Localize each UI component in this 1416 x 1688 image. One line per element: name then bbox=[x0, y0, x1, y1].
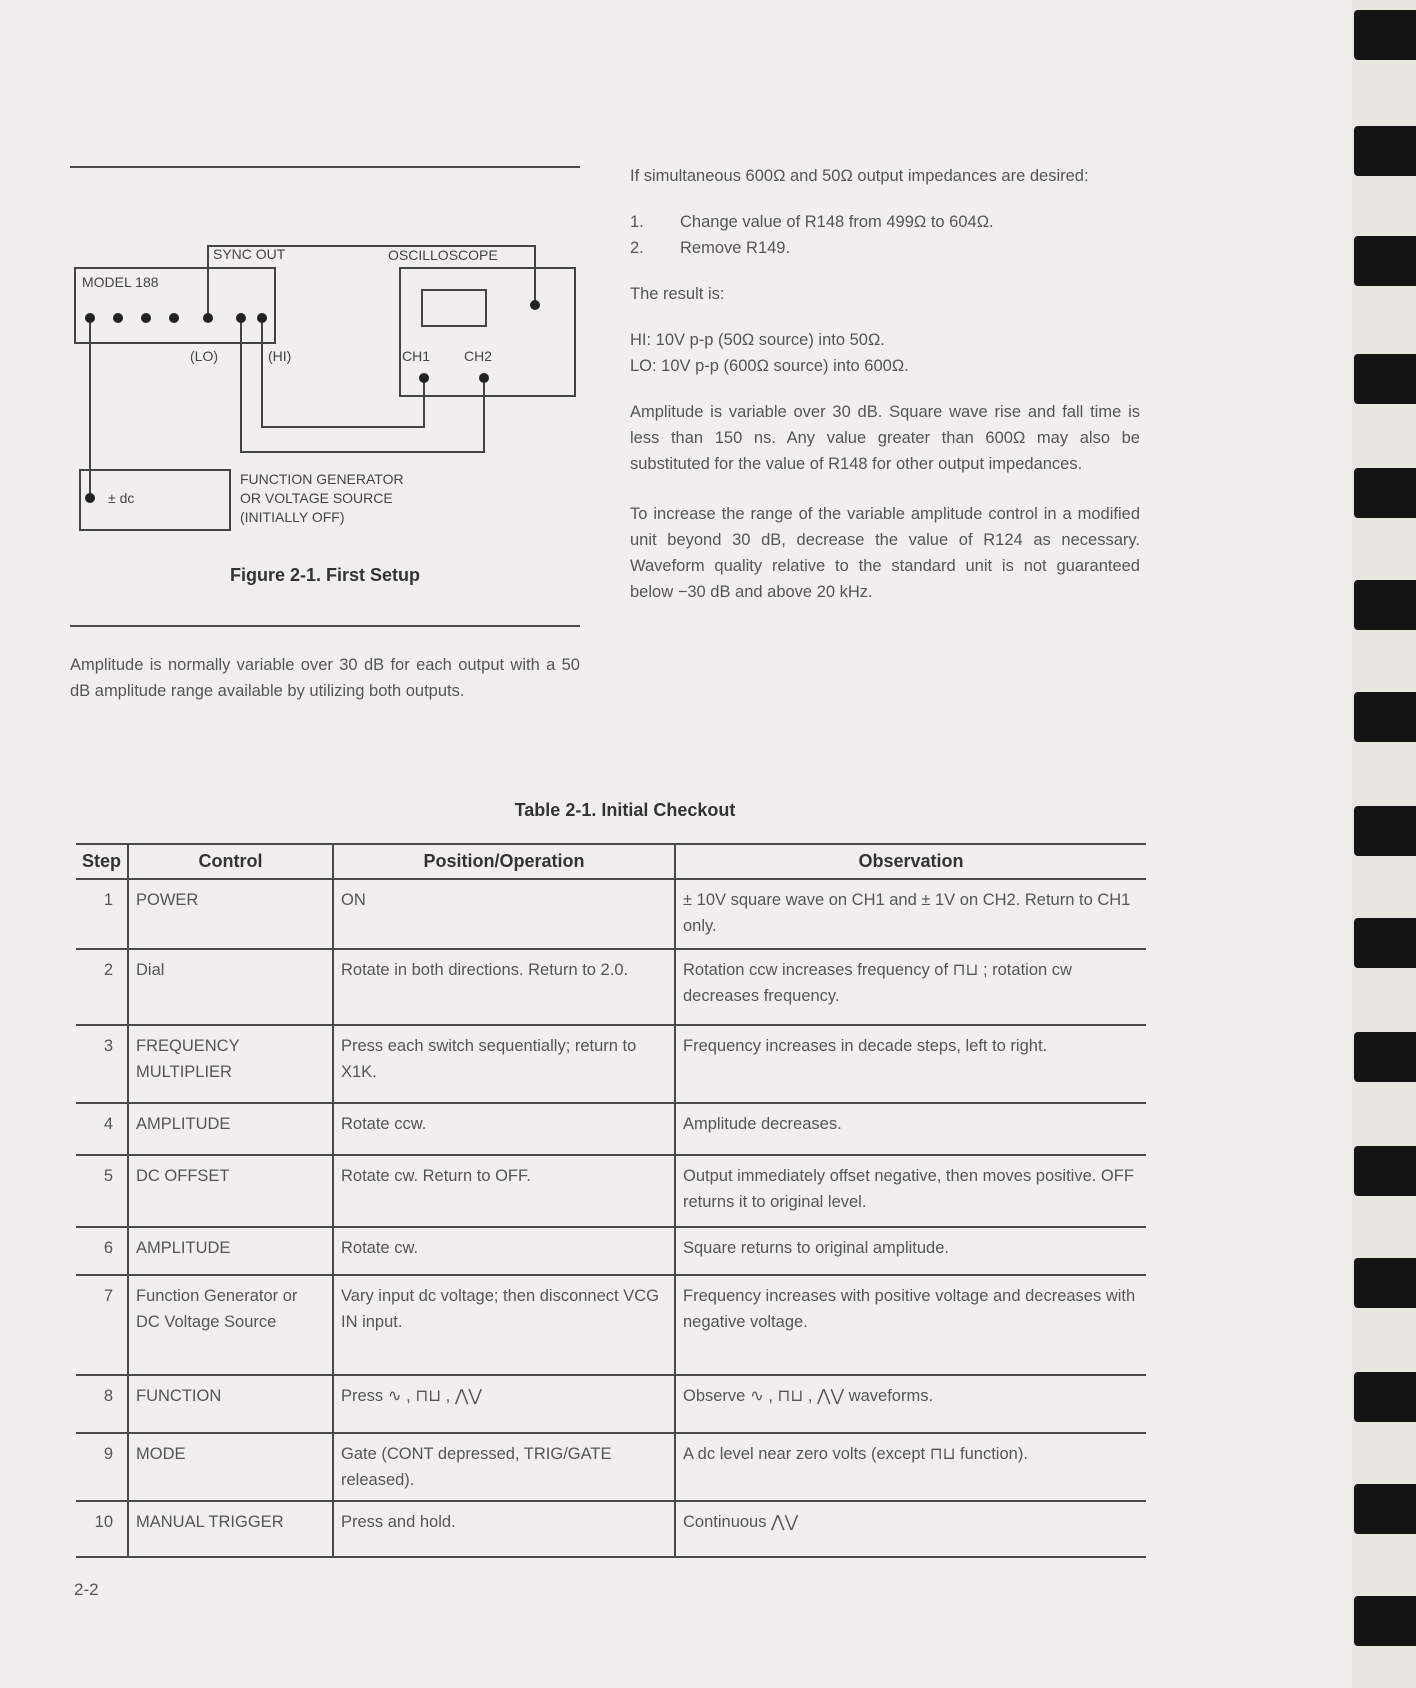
result-hi: HI: 10V p-p (50Ω source) into 50Ω. bbox=[630, 331, 885, 349]
binding-ring bbox=[1354, 1146, 1416, 1196]
header-control: Control bbox=[128, 844, 333, 879]
step-cell: 9 bbox=[76, 1433, 128, 1501]
setup-diagram bbox=[70, 230, 590, 550]
range-paragraph: To increase the range of the variable amplitude control in a modified unit beyond 30 dB, decrease the value of R124 as necessary. Waveform quality relative to the standard unit is not guaranteed below −30 dB and above 20 kHz. bbox=[630, 505, 1140, 601]
binding-ring bbox=[1354, 1372, 1416, 1422]
position-cell: Rotate cw. Return to OFF. bbox=[333, 1155, 675, 1227]
observation-cell: Square returns to original amplitude. bbox=[675, 1227, 1146, 1275]
position-cell: Gate (CONT depressed, TRIG/GATE released). bbox=[333, 1433, 675, 1501]
binding-ring bbox=[1354, 468, 1416, 518]
control-cell: AMPLITUDE bbox=[128, 1103, 333, 1155]
control-cell: Dial bbox=[128, 949, 333, 1025]
binding-ring bbox=[1354, 1258, 1416, 1308]
observation-cell: ± 10V square wave on CH1 and ± 1V on CH2. Return to CH1 only. bbox=[675, 879, 1146, 949]
figure-caption: Figure 2-1. First Setup bbox=[229, 565, 421, 585]
left-paragraph: Amplitude is normally variable over 30 dB for each output with a 50 dB amplitude range available by utilizing both outputs. bbox=[70, 656, 580, 700]
page-number: 2-2 bbox=[74, 1580, 99, 1599]
generator-label-1: FUNCTION GENERATOR bbox=[240, 471, 404, 487]
table-row bbox=[76, 1227, 1146, 1275]
step-cell: 5 bbox=[76, 1155, 128, 1227]
table-header-row bbox=[76, 844, 1146, 879]
step-2-text: Remove R149. bbox=[680, 239, 791, 257]
observation-cell: Rotation ccw increases frequency of ⊓⊔ ; rotation cw decreases frequency. bbox=[675, 949, 1146, 1025]
dc-label: ± dc bbox=[108, 490, 135, 506]
step-cell: 8 bbox=[76, 1375, 128, 1433]
binding-ring bbox=[1354, 10, 1416, 60]
table-row bbox=[76, 1375, 1146, 1433]
hi-label: (HI) bbox=[268, 348, 292, 364]
intro-text: If simultaneous 600Ω and 50Ω output impedances are desired: bbox=[630, 167, 1089, 185]
position-cell: Press each switch sequentially; return to X1K. bbox=[333, 1025, 675, 1103]
step-cell: 2 bbox=[76, 949, 128, 1025]
control-cell: FREQUENCY MULTIPLIER bbox=[128, 1025, 333, 1103]
binding-ring bbox=[1354, 1596, 1416, 1646]
position-cell: Vary input dc voltage; then disconnect VCG IN input. bbox=[333, 1275, 675, 1375]
observation-cell: Observe ∿ , ⊓⊔ , ⋀⋁ waveforms. bbox=[675, 1375, 1146, 1433]
ch2-label: CH2 bbox=[464, 348, 493, 364]
result-lo: LO: 10V p-p (600Ω source) into 600Ω. bbox=[630, 357, 909, 375]
binding-ring bbox=[1354, 1484, 1416, 1534]
checkout-table bbox=[76, 843, 1146, 1558]
step-cell: 1 bbox=[76, 879, 128, 949]
position-cell: Rotate in both directions. Return to 2.0. bbox=[333, 949, 675, 1025]
table-row bbox=[76, 1501, 1146, 1557]
table-caption: Table 2-1. Initial Checkout bbox=[514, 800, 736, 820]
step-2 bbox=[630, 235, 1140, 261]
step-cell: 3 bbox=[76, 1025, 128, 1103]
step-cell: 6 bbox=[76, 1227, 128, 1275]
control-cell: DC OFFSET bbox=[128, 1155, 333, 1227]
control-cell: MODE bbox=[128, 1433, 333, 1501]
binding-ring bbox=[1354, 354, 1416, 404]
oscilloscope-label: OSCILLOSCOPE bbox=[388, 247, 498, 263]
sync-out-label: SYNC OUT bbox=[213, 246, 286, 262]
ch1-label: CH1 bbox=[402, 348, 431, 364]
binding-ring bbox=[1354, 236, 1416, 286]
control-cell: POWER bbox=[128, 879, 333, 949]
control-cell: FUNCTION bbox=[128, 1375, 333, 1433]
binding-ring bbox=[1354, 126, 1416, 176]
step-cell: 7 bbox=[76, 1275, 128, 1375]
right-column bbox=[630, 163, 1140, 605]
table-row bbox=[76, 1103, 1146, 1155]
position-cell: Rotate cw. bbox=[333, 1227, 675, 1275]
observation-cell: Output immediately offset negative, then moves positive. OFF returns it to original level. bbox=[675, 1155, 1146, 1227]
table-row bbox=[76, 949, 1146, 1025]
header-step: Step bbox=[76, 844, 128, 879]
generator-label-3: (INITIALLY OFF) bbox=[240, 509, 345, 525]
step-2-number: 2. bbox=[630, 239, 644, 257]
control-cell: Function Generator or DC Voltage Source bbox=[128, 1275, 333, 1375]
position-cell: Press and hold. bbox=[333, 1501, 675, 1557]
observation-cell: A dc level near zero volts (except ⊓⊔ function). bbox=[675, 1433, 1146, 1501]
step-cell: 10 bbox=[76, 1501, 128, 1557]
binding-ring bbox=[1354, 580, 1416, 630]
step-1-text: Change value of R148 from 499Ω to 604Ω. bbox=[680, 213, 994, 231]
generator-label-2: OR VOLTAGE SOURCE bbox=[240, 490, 393, 506]
table-row bbox=[76, 1275, 1146, 1375]
position-cell: ON bbox=[333, 879, 675, 949]
model-label: MODEL 188 bbox=[82, 274, 159, 290]
table-row bbox=[76, 1025, 1146, 1103]
binding-ring bbox=[1354, 1032, 1416, 1082]
position-cell: Press ∿ , ⊓⊔ , ⋀⋁ bbox=[333, 1375, 675, 1433]
step-1 bbox=[630, 209, 1140, 235]
result-intro: The result is: bbox=[630, 285, 725, 303]
amplitude-paragraph: Amplitude is variable over 30 dB. Square wave rise and fall time is less than 150 ns. Any value greater than 600Ω may also be substituted for the value of R148 for other output impedances. bbox=[630, 403, 1140, 473]
position-cell: Rotate ccw. bbox=[333, 1103, 675, 1155]
binding-ring bbox=[1354, 806, 1416, 856]
step-cell: 4 bbox=[76, 1103, 128, 1155]
lo-label: (LO) bbox=[190, 348, 218, 364]
figure-bottom-rule bbox=[70, 625, 580, 627]
observation-cell: Frequency increases with positive voltage and decreases with negative voltage. bbox=[675, 1275, 1146, 1375]
top-rule-left bbox=[70, 166, 580, 168]
control-cell: MANUAL TRIGGER bbox=[128, 1501, 333, 1557]
header-observation: Observation bbox=[675, 844, 1146, 879]
table-row bbox=[76, 1155, 1146, 1227]
table-row bbox=[76, 1433, 1146, 1501]
binding-ring bbox=[1354, 692, 1416, 742]
observation-cell: Amplitude decreases. bbox=[675, 1103, 1146, 1155]
control-cell: AMPLITUDE bbox=[128, 1227, 333, 1275]
observation-cell: Frequency increases in decade steps, left to right. bbox=[675, 1025, 1146, 1103]
observation-cell: Continuous ⋀⋁ bbox=[675, 1501, 1146, 1557]
header-position: Position/Operation bbox=[333, 844, 675, 879]
table-row bbox=[76, 879, 1146, 949]
binding-ring bbox=[1354, 918, 1416, 968]
step-1-number: 1. bbox=[630, 213, 644, 231]
